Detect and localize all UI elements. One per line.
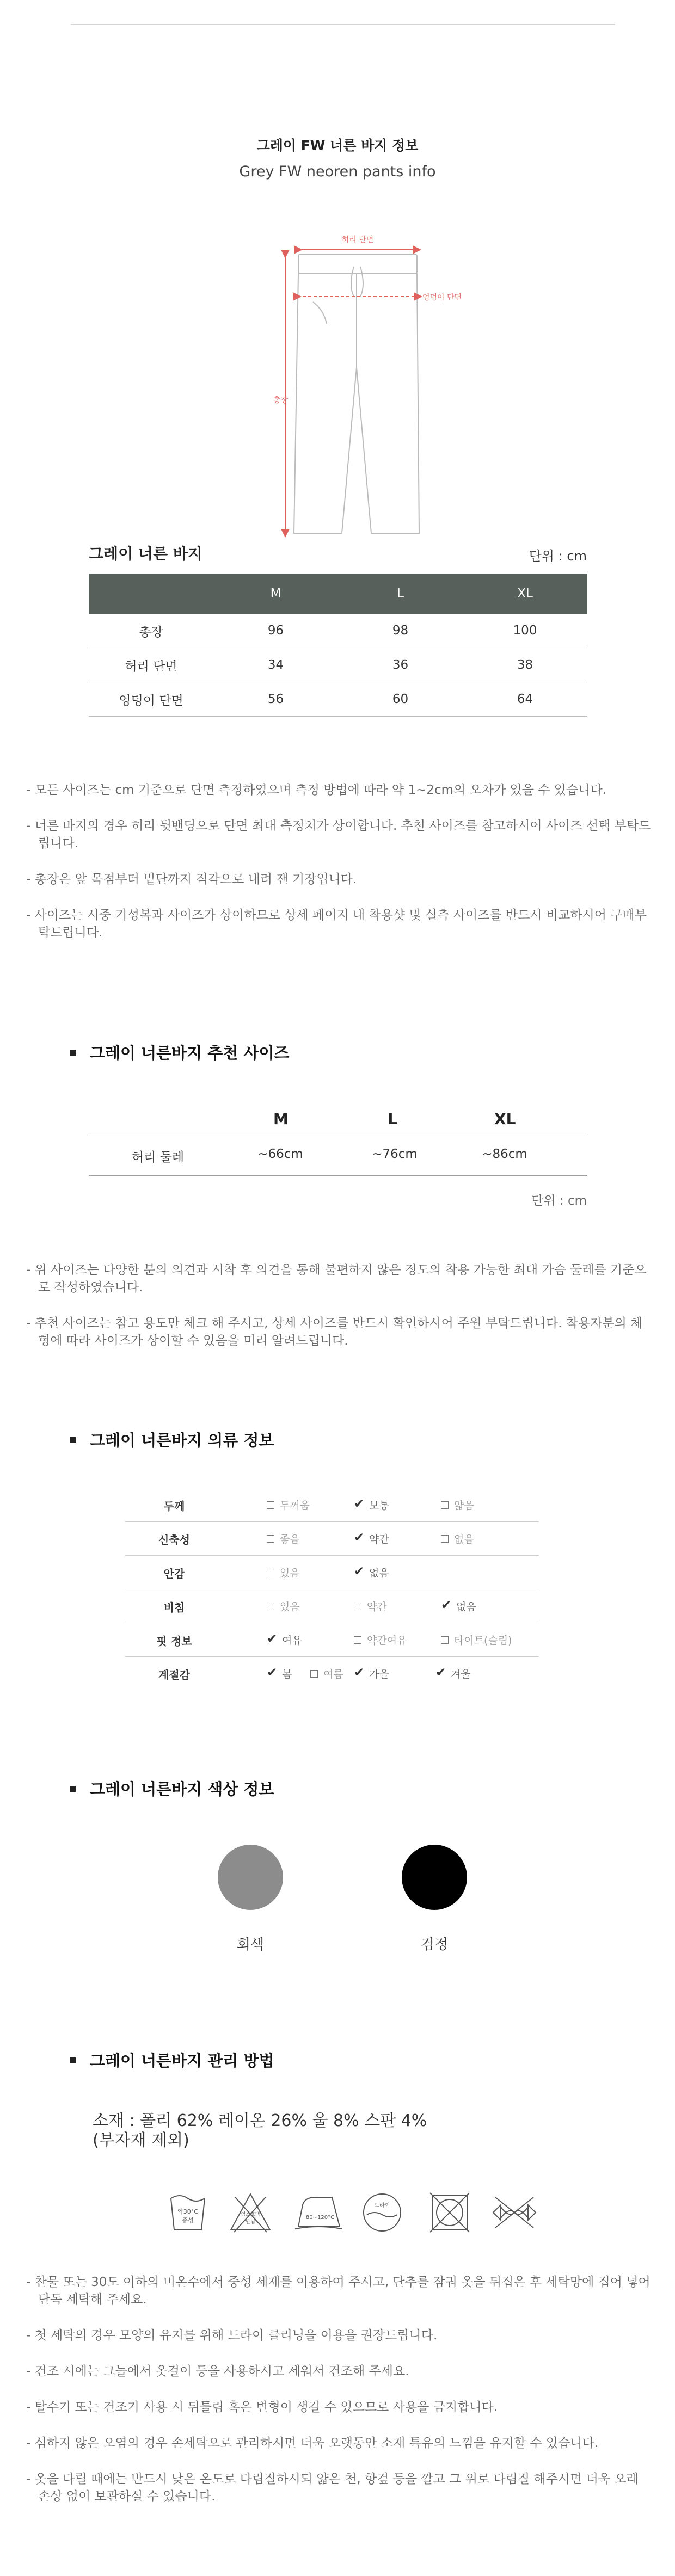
note-text: - 총장은 앞 목점부터 밑단까지 직각으로 내려 잰 기장입니다.	[26, 872, 357, 886]
note-text: - 추천 사이즈는 참고 용도만 체크 해 주시고, 상세 사이즈를 반드시 확인하시어 주원 부탁드립니다. 착용자분의 체형에 따라 사이즈가 상이할 수 있음을 미리 알려드립니다.	[26, 1316, 643, 1348]
fabric-option-text: 가을	[369, 1668, 389, 1680]
fabric-option-text: 봄	[282, 1668, 292, 1680]
table-cell: 96	[213, 614, 338, 648]
table-row	[89, 614, 587, 648]
color-name: 검정	[420, 1937, 449, 1953]
table-cell: 36	[338, 648, 463, 682]
svg-text:드라이: 드라이	[374, 2203, 390, 2209]
table-cell: 64	[463, 682, 587, 717]
fabric-section-title	[70, 1428, 274, 1451]
dry-clean-icon	[359, 2191, 405, 2234]
fabric-row-label: 비침	[163, 1601, 185, 1614]
table-cell: 98	[338, 614, 463, 648]
size-table	[89, 574, 587, 717]
fabric-option-text: 좋음	[280, 1533, 300, 1545]
fabric-option-text: 얇음	[454, 1500, 474, 1512]
fabric-option-text: 두꺼움	[280, 1500, 310, 1512]
pants-outline	[294, 254, 419, 533]
fabric-option-text: 없음	[456, 1601, 476, 1613]
fabric-row-label: 계절감	[158, 1668, 190, 1681]
bullet-square-icon	[70, 1437, 76, 1443]
section-title-text: 그레이 너른바지 관리 방법	[90, 2051, 274, 2070]
length-label: 총장	[273, 396, 289, 405]
note-text: - 모든 사이즈는 cm 기준으로 단면 측정하였으며 측정 방법에 따라 약 1~2cm의 오차가 있을 수 있습니다.	[26, 783, 606, 797]
fabric-option	[435, 1666, 471, 1682]
section-title-text: 그레이 너른바지 의류 정보	[90, 1431, 274, 1450]
check-icon: ✔	[354, 1496, 365, 1511]
fabric-option	[267, 1666, 292, 1682]
material-info	[93, 2111, 427, 2150]
check-icon: ✔	[435, 1665, 446, 1680]
recommend-section-title	[70, 1041, 289, 1063]
fabric-option	[354, 1599, 387, 1613]
waist-label: 허리 단면	[341, 236, 374, 244]
recommend-col-xl: XL	[494, 1110, 516, 1128]
checkbox-empty-icon	[267, 1535, 274, 1543]
material-composition: 소재 : 폴리 62% 레이온 26% 울 8% 스판 4%	[93, 2111, 427, 2130]
table-row	[89, 682, 587, 717]
checkbox-empty-icon	[310, 1670, 318, 1678]
fabric-option	[441, 1599, 476, 1614]
svg-text:안됨: 안됨	[246, 2220, 255, 2225]
header-cell: XL	[463, 574, 587, 614]
check-icon: ✔	[267, 1665, 278, 1680]
checkbox-empty-icon	[354, 1603, 361, 1610]
fabric-option-text: 여름	[323, 1668, 343, 1680]
fabric-row-divider	[125, 1521, 539, 1522]
svg-text:약30°C: 약30°C	[177, 2208, 198, 2215]
note-text: - 사이즈는 시중 기성복과 사이즈가 상이하므로 상세 페이지 내 착용샷 및 실측 사이즈를 반드시 비교하시어 구매부탁드립니다.	[26, 908, 647, 940]
fabric-option-text: 보통	[369, 1500, 389, 1512]
recommend-row-label: 허리 둘레	[131, 1150, 185, 1164]
checkbox-empty-icon	[441, 1636, 449, 1644]
note-text: - 너른 바지의 경우 허리 뒷밴딩으로 단면 최대 측정치가 상이합니다. 추천 사이즈를 참고하시어 사이즈 선택 부탁드립니다.	[26, 819, 651, 851]
checkbox-empty-icon	[441, 1501, 449, 1509]
check-icon: ✔	[354, 1564, 365, 1579]
fabric-option	[354, 1531, 389, 1547]
bullet-square-icon	[70, 1786, 76, 1792]
fabric-row-label: 두께	[163, 1500, 185, 1513]
check-icon: ✔	[441, 1598, 452, 1612]
fabric-option	[441, 1497, 474, 1512]
recommend-col-m: M	[273, 1110, 289, 1128]
gray-swatch	[218, 1845, 283, 1910]
note-text: - 위 사이즈는 다양한 분의 의견과 시착 후 의견을 통해 불편하지 않은 정도의 착용 가능한 최대 가슴 둘레를 기준으로 작성하였습니다.	[26, 1263, 647, 1295]
fabric-option-text: 여유	[282, 1635, 302, 1647]
checkbox-empty-icon	[267, 1603, 274, 1610]
check-icon: ✔	[354, 1530, 365, 1545]
recommend-value: ~66cm	[257, 1147, 303, 1161]
section-title-text: 그레이 너른바지 추천 사이즈	[90, 1044, 290, 1062]
note-text: - 옷을 다릴 때에는 반드시 낮은 온도로 다림질하시되 얇은 천, 항겊 등을 깔고 그 위로 다림질 해주시면 더욱 오래 손상 없이 보관하실 수 있습니다.	[26, 2472, 639, 2504]
page-title: 그레이 FW 너른 바지 정보	[256, 138, 419, 153]
table-cell: 60	[338, 682, 463, 717]
wash-icon	[169, 2191, 207, 2234]
check-icon: ✔	[267, 1631, 278, 1646]
header-cell: L	[338, 574, 463, 614]
note-text: - 건조 시에는 그늘에서 옷걸이 등을 사용하시고 세워서 건조해 주세요.	[26, 2364, 409, 2378]
fabric-option	[354, 1565, 389, 1581]
checkbox-empty-icon	[267, 1501, 274, 1509]
fabric-option-text: 없음	[369, 1567, 389, 1579]
fabric-option-text: 없음	[454, 1533, 474, 1545]
bullet-square-icon	[70, 2057, 76, 2063]
fabric-option-text: 약간	[369, 1533, 389, 1545]
header-cell	[89, 574, 213, 614]
no-bleach-icon	[229, 2191, 272, 2234]
fabric-row-divider	[125, 1656, 539, 1657]
table-cell: 56	[213, 682, 338, 717]
svg-text:중성: 중성	[182, 2217, 194, 2224]
table-cell: 100	[463, 614, 587, 648]
fabric-option	[310, 1666, 343, 1681]
note-text: - 찬물 또는 30도 이하의 미온수에서 중성 세제를 이용하여 주시고, 단추를 잠궈 옷을 뒤집은 후 세탁망에 집어 넣어 단독 세탁해 주세요.	[26, 2275, 651, 2307]
care-notes	[26, 2273, 652, 2524]
page-subtitle: Grey FW neoren pants info	[239, 163, 436, 180]
fabric-option	[267, 1497, 310, 1512]
note-text: - 탈수기 또는 건조기 사용 시 뒤틀림 혹은 변형이 생길 수 있으므로 사용을 금지합니다.	[26, 2400, 498, 2414]
recommend-value: ~86cm	[482, 1147, 527, 1161]
fabric-option-text: 약간여유	[367, 1635, 407, 1647]
pants-measurement-figure	[272, 215, 479, 541]
note-text: - 첫 세탁의 경우 모양의 유지를 위해 드라이 클리닝을 이용을 권장드립니다.	[26, 2328, 438, 2343]
fabric-option	[441, 1531, 474, 1546]
fabric-row-label: 신축성	[158, 1533, 190, 1546]
svg-text:염소표백: 염소표백	[241, 2212, 260, 2217]
recommend-col-l: L	[388, 1110, 397, 1128]
recommend-unit: 단위 : cm	[531, 1194, 587, 1208]
color-name: 회색	[236, 1937, 265, 1953]
hip-label: 엉덩이 단면	[422, 293, 462, 302]
size-table-header	[89, 574, 587, 614]
checkbox-empty-icon	[267, 1569, 274, 1576]
fabric-option	[267, 1565, 300, 1580]
no-tumble-dry-icon	[428, 2191, 471, 2234]
table-cell: 38	[463, 648, 587, 682]
table-cell: 34	[213, 648, 338, 682]
svg-text:80~120°C: 80~120°C	[305, 2215, 335, 2221]
recommend-value: ~76cm	[372, 1147, 418, 1161]
fabric-option	[267, 1531, 300, 1546]
row-label: 총장	[89, 614, 213, 648]
recommend-notes	[26, 1261, 652, 1368]
top-divider	[71, 24, 615, 25]
iron-icon	[294, 2191, 343, 2234]
fabric-row-divider	[125, 1555, 539, 1556]
fabric-row-label: 핏 정보	[156, 1635, 192, 1648]
row-label: 엉덩이 단면	[89, 682, 213, 717]
table-row	[89, 648, 587, 682]
fabric-option	[354, 1632, 407, 1647]
no-wring-icon	[490, 2191, 539, 2234]
header-cell: M	[213, 574, 338, 614]
checkbox-empty-icon	[441, 1535, 449, 1543]
size-notes	[26, 781, 652, 960]
fabric-option-text: 있음	[280, 1567, 300, 1579]
fabric-option	[441, 1632, 512, 1647]
black-swatch	[402, 1845, 467, 1910]
check-icon: ✔	[354, 1665, 365, 1680]
material-note: (부자재 제외)	[93, 2131, 189, 2150]
fabric-option	[354, 1666, 389, 1682]
fabric-option-text: 약간	[367, 1601, 387, 1613]
color-section-title	[70, 1777, 274, 1799]
fabric-option-text: 있음	[280, 1601, 300, 1613]
size-table-unit: 단위 : cm	[529, 549, 587, 564]
fabric-option	[267, 1599, 300, 1613]
fabric-option-text: 겨울	[451, 1668, 471, 1680]
fabric-option-text: 타이트(슬림)	[454, 1635, 512, 1647]
fabric-option	[354, 1497, 389, 1513]
checkbox-empty-icon	[354, 1636, 361, 1644]
fabric-option	[267, 1632, 302, 1648]
section-title-text: 그레이 너른바지 색상 정보	[90, 1780, 274, 1798]
note-text: - 심하지 않은 오염의 경우 손세탁으로 관리하시면 더욱 오랫동안 소재 특유의 느낌을 유지할 수 있습니다.	[26, 2436, 599, 2450]
bullet-square-icon	[70, 1050, 76, 1056]
row-label: 허리 단면	[89, 648, 213, 682]
fabric-row-label: 안감	[163, 1567, 185, 1580]
size-table-title: 그레이 너른 바지	[89, 545, 202, 563]
recommend-divider	[89, 1175, 587, 1176]
care-section-title	[70, 2049, 274, 2071]
